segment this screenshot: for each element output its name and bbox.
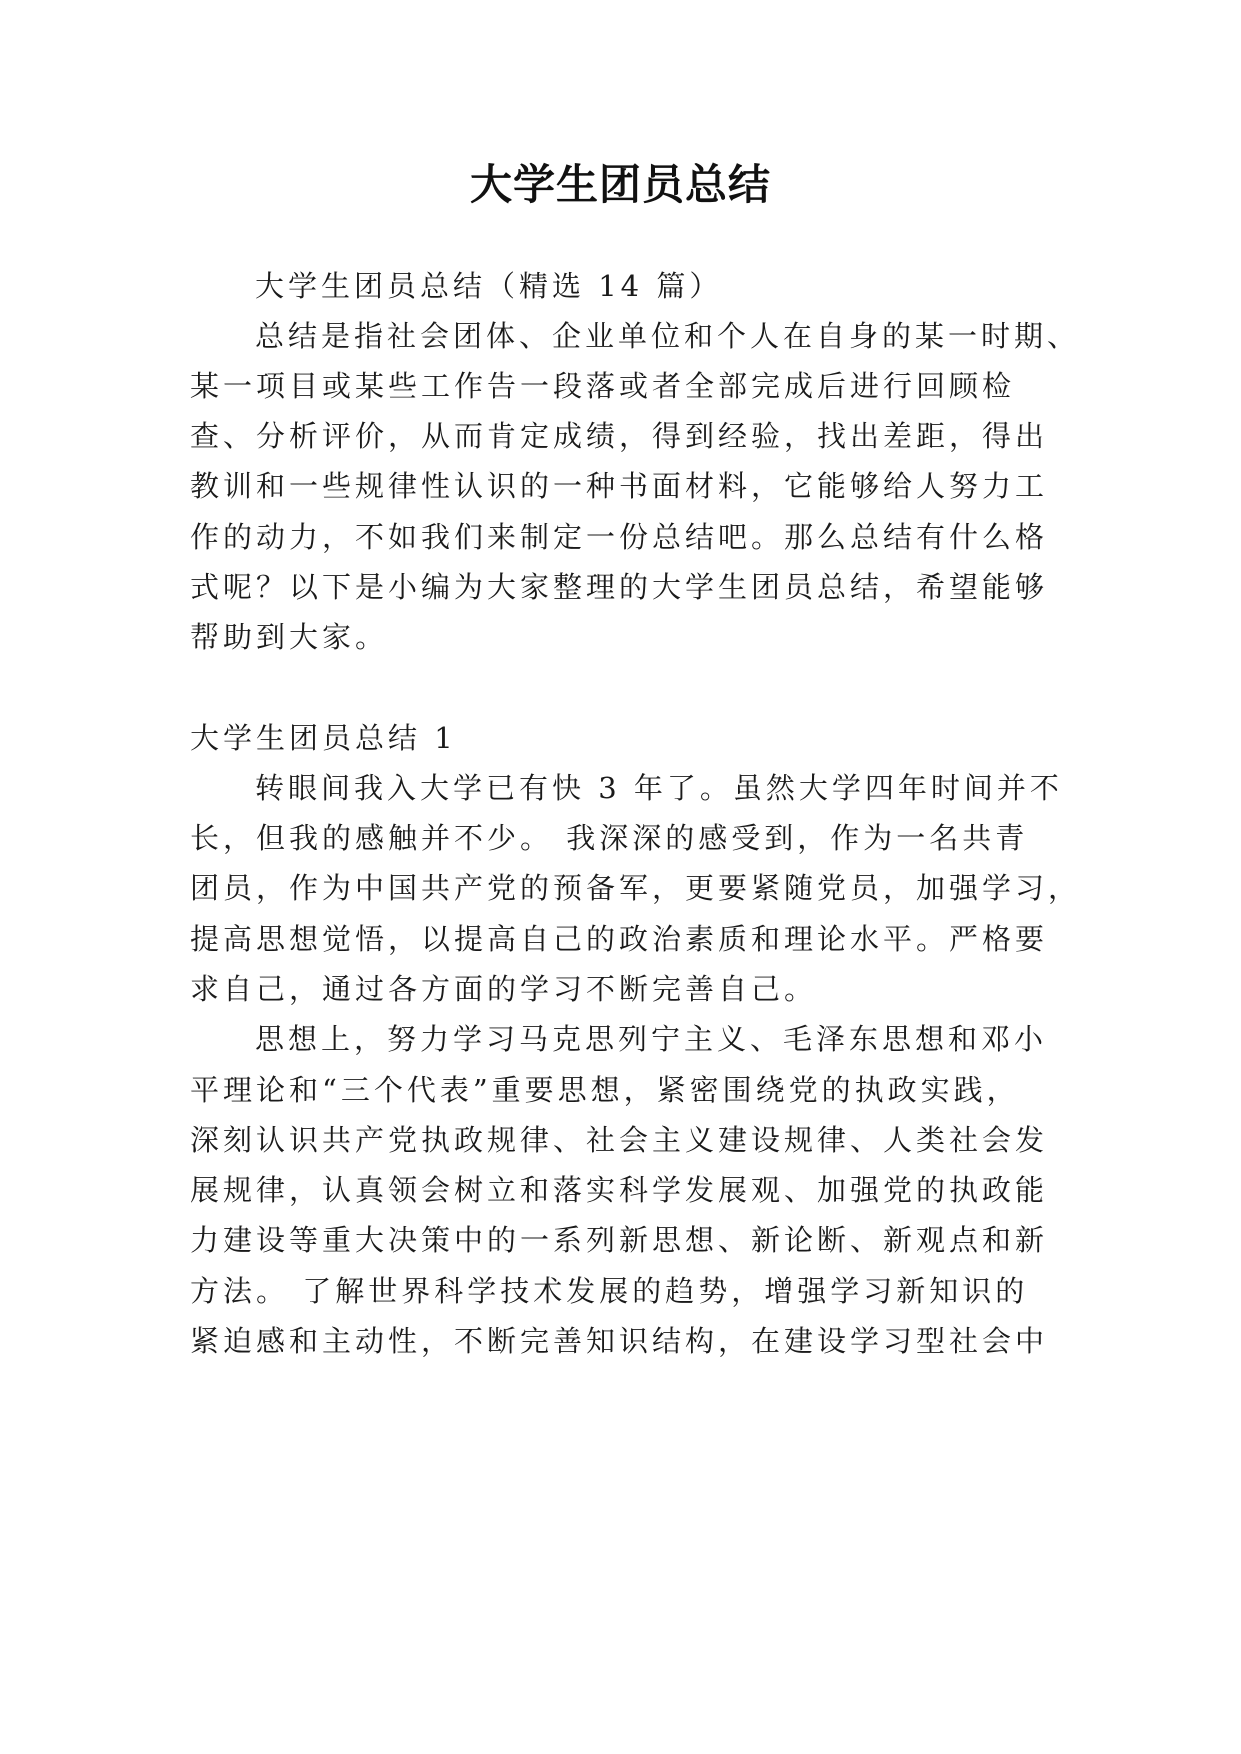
intro-line: 教训和一些规律性认识的一种书面材料，它能够给人努力工	[190, 469, 1049, 503]
paragraph-line: 展规律，认真领会树立和落实科学发展观、加强党的执政能	[190, 1173, 1049, 1207]
paragraph-line: 深刻认识共产党执政规律、社会主义建设规律、人类社会发	[190, 1123, 1049, 1157]
intro-line: 作的动力，不如我们来制定一份总结吧。那么总结有什么格	[190, 520, 1049, 554]
intro-line: 式呢？以下是小编为大家整理的大学生团员总结，希望能够	[190, 570, 1049, 604]
paragraph-line: 团员，作为中国共产党的预备军，更要紧随党员，加强学习，	[190, 871, 1082, 905]
document-subtitle: 大学生团员总结（精选 14 篇）	[255, 269, 723, 303]
paragraph-line: 平理论和“三个代表”重要思想，紧密围绕党的执政实践，	[190, 1073, 1020, 1107]
intro-line: 某一项目或某些工作告一段落或者全部完成后进行回顾检	[190, 369, 1016, 403]
paragraph-line: 方法。 了解世界科学技术发展的趋势，增强学习新知识的	[190, 1274, 1029, 1308]
intro-line: 帮助到大家。	[190, 620, 389, 654]
intro-line: 查、分析评价，从而肯定成绩，得到经验，找出差距，得出	[190, 419, 1049, 453]
paragraph-line: 思想上，努力学习马克思列宁主义、毛泽东思想和邓小	[255, 1022, 1048, 1056]
paragraph-line: 求自己，通过各方面的学习不断完善自己。	[190, 972, 818, 1006]
paragraph-line: 转眼间我入大学已有快 3 年了。虽然大学四年时间并不	[255, 771, 1063, 805]
paragraph-line: 提高思想觉悟，以提高自己的政治素质和理论水平。严格要	[190, 922, 1049, 956]
paragraph-line: 紧迫感和主动性，不断完善知识结构，在建设学习型社会中	[190, 1324, 1049, 1358]
section-heading: 大学生团员总结 1	[190, 721, 457, 755]
intro-line: 总结是指社会团体、企业单位和个人在自身的某一时期、	[255, 319, 1081, 353]
paragraph-line: 长，但我的感触并不少。 我深深的感受到，作为一名共青	[190, 821, 1029, 855]
document-title: 大学生团员总结	[469, 160, 771, 209]
paragraph-line: 力建设等重大决策中的一系列新思想、新论断、新观点和新	[190, 1223, 1049, 1257]
